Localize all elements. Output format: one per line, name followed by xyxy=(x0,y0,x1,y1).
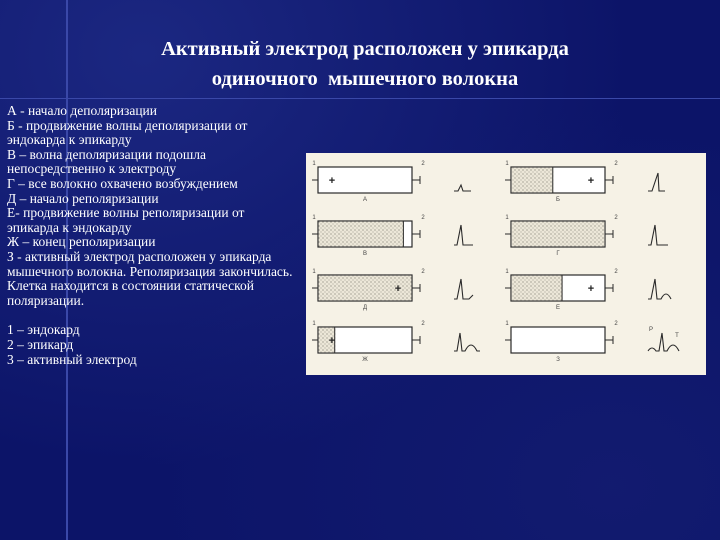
t-wave-label: T xyxy=(675,333,679,339)
description-item-v: В – волна деполяризации подошла непосредственно к электроду xyxy=(7,146,206,177)
epicardium-mark: 2 xyxy=(614,269,618,275)
panel-letter: Б xyxy=(556,197,560,203)
excited-region xyxy=(512,168,554,193)
slide-title xyxy=(95,34,635,94)
ecg-trace xyxy=(454,279,473,299)
slide-title-line-1: Активный электрод расположен у эпикарда xyxy=(161,38,569,60)
polarity-sign: + xyxy=(587,175,595,187)
epicardium-mark: 2 xyxy=(421,161,425,167)
panel-letter: Г xyxy=(556,251,560,257)
ecg-trace xyxy=(648,279,671,299)
ecg-trace xyxy=(454,225,473,245)
p-wave-label: P xyxy=(648,327,654,333)
description-item-zh: Ж – конец реполяризации xyxy=(7,234,156,250)
polarity-sign: + xyxy=(328,335,336,347)
endocardium-mark: 1 xyxy=(312,269,316,275)
endocardium-mark: 1 xyxy=(312,161,316,167)
panel-letter: А xyxy=(362,197,368,203)
endocardium-mark: 1 xyxy=(312,321,316,327)
epicardium-mark: 2 xyxy=(421,269,425,275)
ecg-trace xyxy=(454,185,471,191)
endocardium-mark: 1 xyxy=(505,215,509,221)
excited-region xyxy=(319,222,404,247)
ecg-trace xyxy=(648,173,665,191)
panel-letter: В xyxy=(362,251,368,257)
panel-letter: З xyxy=(556,357,560,363)
epicardium-mark: 2 xyxy=(614,321,618,327)
description-item-z: З - активный электрод расположен у эпикарда мышечного волокна. Реполяризация закончилась. Клетка находится в состоянии статической поляризации. xyxy=(7,248,293,308)
panel-letter: Е xyxy=(555,305,561,311)
decorative-horizontal-line xyxy=(0,98,720,99)
depolarization-diagram xyxy=(306,153,706,375)
depolarization-figure xyxy=(306,153,706,375)
polarity-sign: + xyxy=(587,283,595,295)
legend-item-endocardium: 1 – эндокард xyxy=(7,322,80,338)
ecg-trace xyxy=(648,225,668,245)
legend-item-epicardium: 2 – эпикард xyxy=(7,336,74,352)
description-item-g: Г – все волокно охвачено возбуждением xyxy=(7,175,238,191)
ecg-trace xyxy=(454,333,480,351)
endocardium-mark: 1 xyxy=(505,269,509,275)
endocardium-mark: 1 xyxy=(312,215,316,221)
slide-title-line-2: одиночного мышечного волокна xyxy=(211,68,519,90)
description-item-b: Б - продвижение волны деполяризации от эндокарда к эпикарду xyxy=(7,117,248,148)
fiber-outline xyxy=(511,327,605,353)
description-item-a: А - начало деполяризации xyxy=(7,103,158,118)
epicardium-mark: 2 xyxy=(614,215,618,221)
legend-item-active-electrode: 3 – активный электрод xyxy=(7,351,137,367)
description-block xyxy=(7,104,299,367)
description-item-e: Е- продвижение волны реполяризации от эпикарда к эндокарду xyxy=(7,205,245,235)
panel-letter: Ж xyxy=(362,357,368,363)
panel-letter: Д xyxy=(362,305,368,311)
excited-region xyxy=(512,276,563,301)
epicardium-mark: 2 xyxy=(614,161,618,167)
excited-region xyxy=(512,222,605,247)
endocardium-mark: 1 xyxy=(505,321,509,327)
polarity-sign: + xyxy=(394,283,402,295)
epicardium-mark: 2 xyxy=(421,215,425,221)
description-item-d: Д – начало реполяризации xyxy=(7,190,159,206)
epicardium-mark: 2 xyxy=(421,321,425,327)
endocardium-mark: 1 xyxy=(505,161,509,167)
polarity-sign: + xyxy=(328,175,336,187)
